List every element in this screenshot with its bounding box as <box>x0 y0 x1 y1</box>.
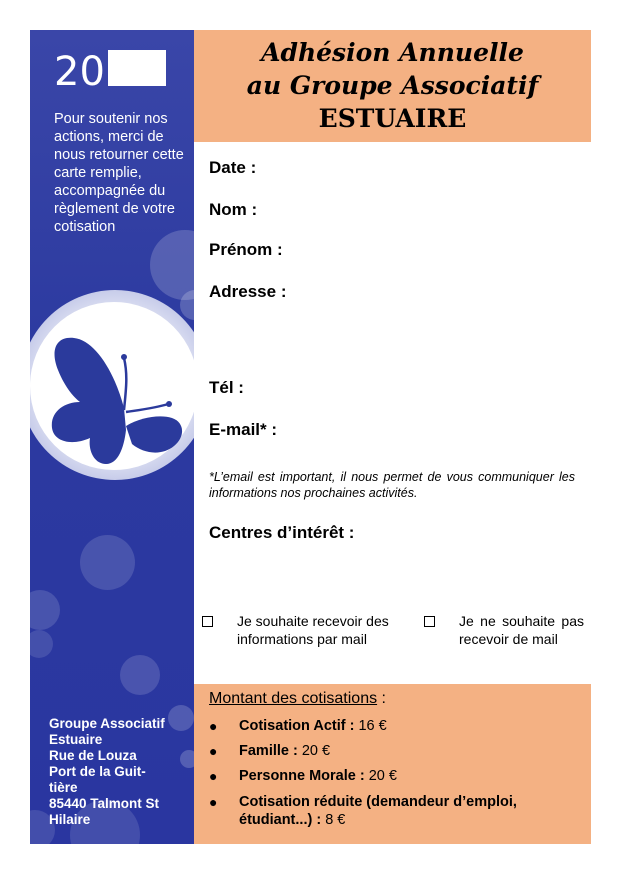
email-field-label: E-mail* : <box>209 420 278 439</box>
receive-mail-checkbox[interactable] <box>202 616 213 627</box>
fee-label: Cotisation Actif : <box>239 718 355 734</box>
fee-amount: 8 € <box>321 812 346 828</box>
decorative-bubble <box>30 630 53 658</box>
fee-amount: 20 € <box>364 768 397 784</box>
fees-title-suffix: : <box>377 690 386 707</box>
address-line: tière <box>49 780 78 795</box>
fee-amount: 20 € <box>297 743 331 759</box>
header-title-line2: au Groupe Associatif <box>246 71 539 100</box>
fee-label: Famille : <box>239 743 298 759</box>
fees-title-text: Montant des cotisations <box>209 690 378 707</box>
adresse-field-label: Adresse : <box>209 282 287 301</box>
fees-title <box>209 690 386 708</box>
address-line: Groupe Associatif <box>49 716 165 731</box>
fees-panel <box>194 684 591 844</box>
bullet-icon: ● <box>209 718 218 734</box>
address-line: 85440 Talmont St <box>49 796 160 811</box>
form-header <box>194 30 591 142</box>
fee-amount: 16 € <box>354 718 387 734</box>
address-line: Estuaire <box>49 732 103 747</box>
address-line: Port de la Guit- <box>49 764 146 779</box>
decorative-bubble <box>80 535 135 590</box>
no-mail-label: Je ne souhaite pas recevoir de mail <box>459 613 584 647</box>
year-prefix: 20 <box>54 49 105 95</box>
address-line: Hilaire <box>49 812 91 827</box>
header-title-line3: ESTUAIRE <box>318 104 467 133</box>
no-mail-checkbox[interactable] <box>424 616 435 627</box>
sidebar-panel <box>30 30 194 844</box>
nom-field-label: Nom : <box>209 200 258 219</box>
fee-label: Personne Morale : <box>239 768 365 784</box>
bullet-icon: ● <box>209 794 218 810</box>
email-note: *L’email est important, il nous permet de vous communiquer les informations nos prochaines activités. <box>209 470 575 500</box>
bullet-icon: ● <box>209 768 218 784</box>
association-address <box>49 716 194 828</box>
prenom-field-label: Prénom : <box>209 240 283 259</box>
date-field-label: Date : <box>209 158 257 177</box>
intro-text: Pour soutenir nos actions, merci de nous retourner cette carte remplie, accompagnée du règlement de votre cotisation <box>54 111 184 235</box>
interests-field-label: Centres d’intérêt : <box>209 523 355 542</box>
decorative-bubble <box>120 655 160 695</box>
fee-label: Cotisation réduite (demandeur d’emploi, étudiant...) : <box>239 794 517 828</box>
decorative-bubble <box>150 230 194 300</box>
year-input-box[interactable] <box>108 50 166 86</box>
bullet-icon: ● <box>209 743 218 759</box>
decorative-bubble <box>30 590 60 630</box>
header-title-line1: Adhésion Annuelle <box>261 38 524 67</box>
address-line: Rue de Louza <box>49 748 137 763</box>
receive-mail-label: Je souhaite recevoir des informations par mail <box>237 613 389 647</box>
tel-field-label: Tél : <box>209 378 244 397</box>
butterfly-icon <box>44 330 194 490</box>
